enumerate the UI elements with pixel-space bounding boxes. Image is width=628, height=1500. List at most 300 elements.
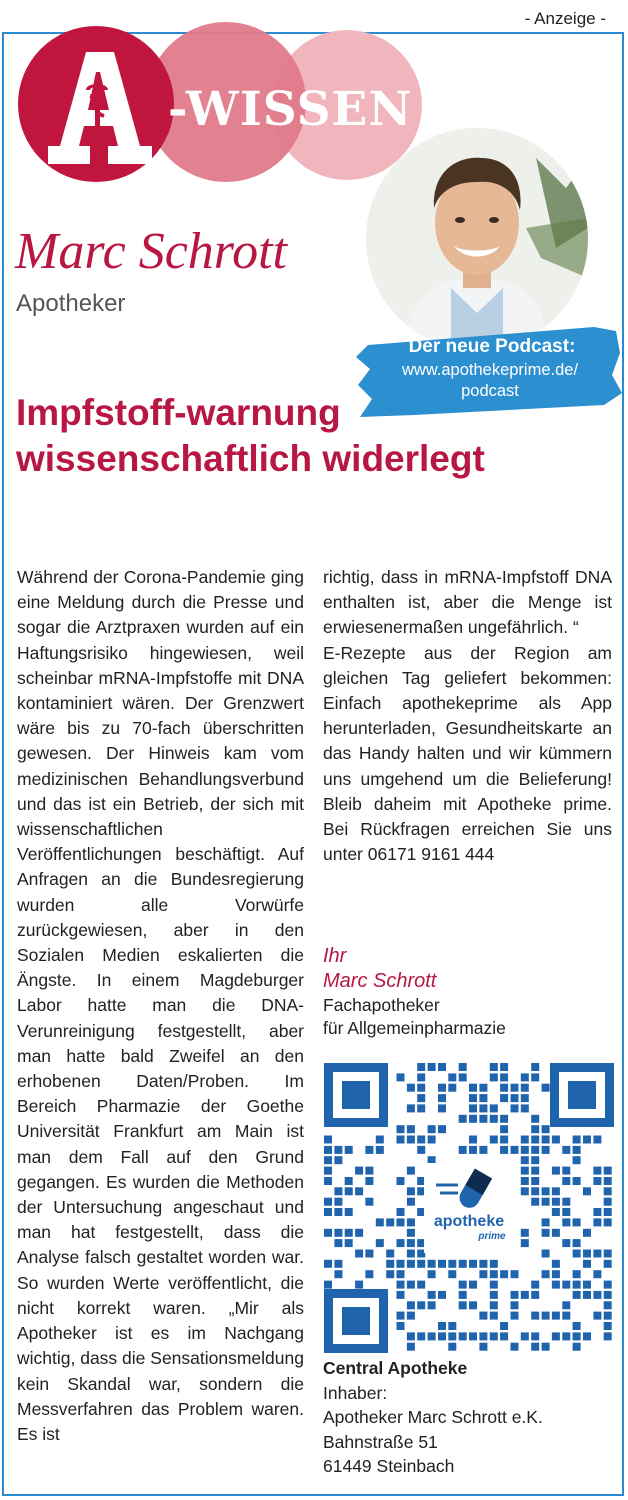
qr-module <box>417 1084 425 1092</box>
qr-module <box>459 1301 467 1309</box>
qr-module <box>355 1229 363 1237</box>
qr-module <box>562 1281 570 1289</box>
qr-module <box>417 1146 425 1154</box>
qr-module <box>531 1125 539 1133</box>
qr-module <box>562 1312 570 1320</box>
qr-module <box>365 1167 373 1175</box>
qr-module <box>407 1218 415 1226</box>
qr-module <box>459 1073 467 1081</box>
qr-module <box>397 1322 405 1330</box>
qr-module <box>542 1218 550 1226</box>
qr-module <box>479 1084 487 1092</box>
qr-module <box>397 1073 405 1081</box>
qr-module <box>490 1301 498 1309</box>
qr-module <box>345 1208 353 1216</box>
qr-module <box>438 1104 446 1112</box>
qr-module <box>469 1136 477 1144</box>
qr-module <box>334 1270 342 1278</box>
qr-module <box>397 1281 405 1289</box>
qr-module <box>459 1146 467 1154</box>
qr-module <box>573 1291 581 1299</box>
qr-module <box>604 1260 612 1268</box>
pharmacy-name: Central Apotheke <box>323 1358 468 1378</box>
qr-module <box>583 1187 591 1195</box>
qr-module <box>469 1301 477 1309</box>
article-paragraph-erezept: E-Rezepte aus der Region am gleichen Tag geliefert bekommen: Einfach apothekeprime als App herunterladen, Gesundheitskarte an das Handy halten und wir kümmern uns umgehend um die Belieferung! Bleib daheim mit Apotheke prime. Bei Rückfragen erreichen Sie uns unter 06171 9161 444 <box>323 642 612 865</box>
qr-module <box>428 1260 436 1268</box>
qr-module <box>428 1125 436 1133</box>
qr-module <box>334 1239 342 1247</box>
owner-name: Apotheker Marc Schrott e.K. <box>323 1407 543 1427</box>
qr-module <box>407 1104 415 1112</box>
qr-module <box>417 1063 425 1071</box>
qr-module <box>438 1125 446 1133</box>
qr-module <box>604 1167 612 1175</box>
qr-module <box>521 1239 529 1247</box>
qr-module <box>552 1167 560 1175</box>
qr-module <box>324 1146 332 1154</box>
qr-module <box>417 1301 425 1309</box>
qr-module <box>511 1312 519 1320</box>
qr-module <box>573 1322 581 1330</box>
article-column-2 <box>323 565 612 867</box>
qr-module <box>479 1094 487 1102</box>
signature <box>323 944 506 1040</box>
qr-module <box>593 1136 601 1144</box>
qr-module <box>334 1260 342 1268</box>
qr-module <box>500 1136 508 1144</box>
qr-module <box>365 1146 373 1154</box>
qr-module <box>448 1084 456 1092</box>
signature-title-1: Fachapotheker <box>323 995 440 1015</box>
qr-module <box>531 1343 539 1351</box>
qr-module <box>459 1115 467 1123</box>
qr-module <box>511 1094 519 1102</box>
qr-module <box>407 1187 415 1195</box>
qr-module <box>417 1260 425 1268</box>
qr-module <box>531 1198 539 1206</box>
qr-module <box>511 1343 519 1351</box>
qr-module <box>531 1177 539 1185</box>
qr-module <box>469 1260 477 1268</box>
qr-module <box>573 1281 581 1289</box>
qr-module <box>490 1104 498 1112</box>
qr-module <box>531 1312 539 1320</box>
qr-module <box>407 1136 415 1144</box>
qr-module <box>334 1146 342 1154</box>
qr-module <box>407 1301 415 1309</box>
qr-module <box>428 1136 436 1144</box>
qr-module <box>407 1125 415 1133</box>
qr-module <box>552 1332 560 1340</box>
qr-module <box>334 1156 342 1164</box>
qr-module <box>604 1177 612 1185</box>
qr-module <box>469 1104 477 1112</box>
qr-module <box>552 1270 560 1278</box>
qr-module <box>490 1281 498 1289</box>
qr-module <box>531 1146 539 1154</box>
podcast-url[interactable]: www.apothekeprime.de/ podcast <box>401 361 579 400</box>
qr-module <box>583 1250 591 1258</box>
qr-module <box>604 1250 612 1258</box>
ad-label: - Anzeige - <box>524 9 606 28</box>
qr-module <box>604 1312 612 1320</box>
qr-module <box>376 1239 384 1247</box>
qr-module <box>511 1270 519 1278</box>
qr-module <box>593 1250 601 1258</box>
qr-module <box>428 1291 436 1299</box>
qr-module <box>562 1167 570 1175</box>
qr-module <box>573 1156 581 1164</box>
qr-module <box>459 1260 467 1268</box>
qr-module <box>490 1063 498 1071</box>
qr-module <box>479 1332 487 1340</box>
qr-module <box>531 1063 539 1071</box>
qr-module <box>542 1198 550 1206</box>
qr-module <box>355 1187 363 1195</box>
qr-module <box>459 1332 467 1340</box>
qr-module <box>573 1270 581 1278</box>
qr-module <box>552 1229 560 1237</box>
qr-module <box>593 1291 601 1299</box>
qr-module <box>521 1291 529 1299</box>
qr-module <box>479 1343 487 1351</box>
qr-module <box>542 1084 550 1092</box>
qr-module <box>407 1343 415 1351</box>
qr-module <box>583 1281 591 1289</box>
qr-module <box>593 1177 601 1185</box>
qr-module <box>365 1250 373 1258</box>
qr-module <box>448 1322 456 1330</box>
qr-module <box>593 1270 601 1278</box>
qr-module <box>573 1343 581 1351</box>
qr-module <box>542 1250 550 1258</box>
qr-module <box>355 1281 363 1289</box>
qr-module <box>334 1229 342 1237</box>
qr-finder-top-right <box>550 1063 614 1127</box>
brand-wissen: -WISSEN <box>168 82 413 137</box>
apotheke-a-logo-icon <box>38 46 160 170</box>
qr-module <box>604 1187 612 1195</box>
qr-module <box>521 1073 529 1081</box>
qr-module <box>521 1156 529 1164</box>
qr-module <box>521 1146 529 1154</box>
qr-module <box>562 1177 570 1185</box>
qr-module <box>428 1063 436 1071</box>
qr-module <box>583 1332 591 1340</box>
qr-module <box>397 1260 405 1268</box>
qr-module <box>531 1291 539 1299</box>
qr-code[interactable] <box>324 1063 614 1353</box>
qr-module <box>593 1208 601 1216</box>
qr-module <box>542 1125 550 1133</box>
qr-module <box>324 1167 332 1175</box>
qr-module <box>407 1198 415 1206</box>
qr-finder-bottom-left <box>324 1289 388 1353</box>
qr-module <box>459 1281 467 1289</box>
author-role: Apotheker <box>16 290 126 317</box>
qr-module <box>407 1312 415 1320</box>
qr-module <box>345 1239 353 1247</box>
qr-module <box>459 1063 467 1071</box>
qr-module <box>604 1208 612 1216</box>
qr-module <box>542 1312 550 1320</box>
qr-module <box>448 1073 456 1081</box>
qr-module <box>448 1260 456 1268</box>
qr-module <box>479 1270 487 1278</box>
qr-module <box>459 1291 467 1299</box>
qr-logo-text: apotheke <box>433 1213 505 1230</box>
qr-module <box>376 1136 384 1144</box>
qr-module <box>593 1312 601 1320</box>
qr-module <box>345 1187 353 1195</box>
qr-module <box>521 1084 529 1092</box>
qr-module <box>500 1125 508 1133</box>
qr-module <box>345 1229 353 1237</box>
qr-module <box>552 1136 560 1144</box>
headline-text: Impfstoff-warnung wissenschaftlich widerlegt <box>16 392 485 479</box>
qr-module <box>407 1167 415 1175</box>
qr-module <box>500 1094 508 1102</box>
qr-module <box>417 1281 425 1289</box>
qr-module <box>562 1218 570 1226</box>
qr-module <box>500 1115 508 1123</box>
qr-module <box>500 1270 508 1278</box>
qr-module <box>500 1063 508 1071</box>
qr-module <box>531 1073 539 1081</box>
qr-module <box>542 1187 550 1195</box>
qr-module <box>324 1281 332 1289</box>
qr-module <box>469 1115 477 1123</box>
qr-module <box>397 1125 405 1133</box>
qr-module <box>552 1208 560 1216</box>
qr-module <box>573 1218 581 1226</box>
qr-module <box>386 1270 394 1278</box>
qr-module <box>345 1177 353 1185</box>
qr-module <box>397 1136 405 1144</box>
qr-module <box>376 1218 384 1226</box>
qr-module <box>324 1229 332 1237</box>
qr-module <box>469 1332 477 1340</box>
qr-module <box>386 1250 394 1258</box>
qr-module <box>531 1187 539 1195</box>
qr-module <box>562 1332 570 1340</box>
qr-module <box>428 1332 436 1340</box>
qr-module <box>490 1270 498 1278</box>
qr-module <box>345 1146 353 1154</box>
qr-module <box>511 1104 519 1112</box>
qr-module <box>490 1312 498 1320</box>
qr-module <box>490 1260 498 1268</box>
qr-module <box>438 1063 446 1071</box>
qr-module <box>593 1167 601 1175</box>
qr-module <box>552 1198 560 1206</box>
qr-module <box>355 1167 363 1175</box>
qr-module <box>417 1094 425 1102</box>
qr-module <box>417 1136 425 1144</box>
qr-module <box>521 1104 529 1112</box>
qr-module <box>469 1146 477 1154</box>
qr-module <box>355 1250 363 1258</box>
qr-module <box>397 1291 405 1299</box>
qr-module <box>397 1208 405 1216</box>
qr-module <box>604 1301 612 1309</box>
qr-module <box>407 1250 415 1258</box>
qr-module <box>334 1198 342 1206</box>
qr-module <box>500 1322 508 1330</box>
qr-module <box>448 1270 456 1278</box>
qr-module <box>397 1218 405 1226</box>
qr-module <box>407 1084 415 1092</box>
qr-module <box>324 1136 332 1144</box>
qr-module <box>417 1332 425 1340</box>
qr-module <box>324 1156 332 1164</box>
qr-module <box>542 1343 550 1351</box>
street: Bahnstraße 51 <box>323 1431 438 1452</box>
qr-module <box>438 1291 446 1299</box>
qr-module <box>531 1281 539 1289</box>
qr-module <box>438 1322 446 1330</box>
qr-logo-sub: prime <box>478 1231 506 1242</box>
city: 61449 Steinbach <box>323 1456 455 1476</box>
qr-module <box>562 1301 570 1309</box>
qr-module <box>407 1332 415 1340</box>
qr-module <box>531 1167 539 1175</box>
qr-module <box>511 1301 519 1309</box>
qr-module <box>573 1250 581 1258</box>
qr-module <box>448 1343 456 1351</box>
qr-module <box>324 1208 332 1216</box>
qr-module <box>531 1156 539 1164</box>
qr-module <box>573 1239 581 1247</box>
qr-module <box>542 1136 550 1144</box>
qr-finder-top-left <box>324 1063 388 1127</box>
qr-module <box>397 1177 405 1185</box>
qr-module <box>583 1291 591 1299</box>
qr-module <box>324 1198 332 1206</box>
qr-module <box>438 1332 446 1340</box>
qr-module <box>407 1260 415 1268</box>
article-headline <box>16 390 596 482</box>
qr-module <box>521 1177 529 1185</box>
qr-module <box>438 1260 446 1268</box>
qr-module <box>500 1332 508 1340</box>
qr-module <box>521 1187 529 1195</box>
qr-module <box>500 1084 508 1092</box>
qr-module <box>604 1332 612 1340</box>
qr-module <box>542 1146 550 1154</box>
qr-module <box>552 1260 560 1268</box>
pharmacy-address <box>323 1356 543 1479</box>
qr-module <box>324 1260 332 1268</box>
qr-module <box>376 1146 384 1154</box>
qr-module <box>583 1229 591 1237</box>
qr-module <box>365 1177 373 1185</box>
qr-module <box>479 1146 487 1154</box>
qr-module <box>562 1198 570 1206</box>
qr-module <box>573 1332 581 1340</box>
qr-module <box>573 1177 581 1185</box>
signature-ihr: Ihr <box>323 945 347 967</box>
qr-module <box>552 1312 560 1320</box>
qr-module <box>469 1281 477 1289</box>
qr-module <box>573 1146 581 1154</box>
qr-module <box>407 1229 415 1237</box>
qr-module <box>469 1094 477 1102</box>
podcast-title: Der neue Podcast: <box>408 336 576 357</box>
qr-module <box>386 1218 394 1226</box>
qr-module <box>562 1146 570 1154</box>
qr-module <box>604 1198 612 1206</box>
article-paragraph-quote-end: richtig, dass in mRNA-Impfstoff DNA enthalten ist, aber die Menge ist erwiesenermaßen ungefährlich. “ <box>323 567 612 638</box>
qr-module <box>562 1208 570 1216</box>
qr-module <box>604 1281 612 1289</box>
qr-module <box>521 1167 529 1175</box>
qr-module <box>334 1187 342 1195</box>
qr-module <box>521 1229 529 1237</box>
qr-module <box>417 1073 425 1081</box>
qr-module <box>324 1177 332 1185</box>
qr-module <box>438 1094 446 1102</box>
signature-title-2: für Allgemeinpharmazie <box>323 1018 506 1038</box>
qr-module <box>365 1198 373 1206</box>
qr-module <box>531 1332 539 1340</box>
qr-module <box>397 1270 405 1278</box>
qr-module <box>531 1136 539 1144</box>
qr-module <box>334 1208 342 1216</box>
qr-module <box>531 1115 539 1123</box>
qr-module <box>438 1084 446 1092</box>
owner-label: Inhaber: <box>323 1382 388 1403</box>
qr-module <box>552 1187 560 1195</box>
qr-module <box>552 1281 560 1289</box>
author-name: Marc Schrott <box>15 223 287 280</box>
qr-module <box>521 1332 529 1340</box>
qr-module <box>604 1291 612 1299</box>
qr-module <box>490 1332 498 1340</box>
author-photo <box>366 128 588 350</box>
qr-module <box>604 1218 612 1226</box>
qr-module <box>490 1291 498 1299</box>
qr-module <box>511 1146 519 1154</box>
qr-module <box>542 1270 550 1278</box>
signature-name: Marc Schrott <box>323 970 437 992</box>
qr-module <box>511 1084 519 1092</box>
qr-module <box>469 1084 477 1092</box>
qr-module <box>500 1073 508 1081</box>
qr-module <box>386 1260 394 1268</box>
qr-module <box>407 1239 415 1247</box>
qr-module <box>397 1239 405 1247</box>
article-column-1: Während der Corona-Pandemie ging eine Meldung durch die Presse und sogar die Arztpraxen wurden auf ein Haftungsrisiko hingewiesen, weil scheinbar mRNA-Impfstoffe mit DNA kontaminiert wären. Der Grenzwert wäre bis zu 70-fach überschritten gewesen. Der Hinweis kam vom medizinischen Behandlungsverbund und das ist ein Betrieb, der sich mit wissenschaftlichen Veröffentlichungen beschäftigt. Auf Anfragen an die Bundesregierung wurden alle Vorwürfe zurückgewiesen, aber in den Sozialen Medien eskalierten die Ängste. In einem Magdeburger Labor hatte man die DNA-Verunreinigung festgestellt, aber man hatte bald Zweifel an den erhobenen Daten/Proben. Im Bereich Pharmazie der Goethe Universität Frankfurt am Main ist man dem Fall auf den Grund gegangen. Es wurden die Methoden der Untersuchung angeschaut und man hat festgestellt, dass die Analyse falsch gestaltet worden war. So wurden Werte veröffentlicht, die nicht korrekt waren. „Mir als Apotheker ist es im Nachgang wichtig, dass die Sensationsmeldung kein Skandal war, sondern die Messverfahren das Problem waren. Es ist <box>17 567 304 1444</box>
qr-module <box>583 1260 591 1268</box>
qr-module <box>500 1146 508 1154</box>
qr-module <box>479 1104 487 1112</box>
qr-module <box>490 1136 498 1144</box>
qr-module <box>407 1281 415 1289</box>
qr-module <box>365 1270 373 1278</box>
qr-module <box>604 1322 612 1330</box>
qr-module <box>448 1332 456 1340</box>
qr-module <box>521 1094 529 1102</box>
qr-module <box>562 1239 570 1247</box>
qr-module <box>490 1073 498 1081</box>
qr-module <box>479 1260 487 1268</box>
qr-module <box>573 1136 581 1144</box>
qr-module <box>521 1136 529 1144</box>
qr-module <box>397 1312 405 1320</box>
qr-module <box>479 1312 487 1320</box>
